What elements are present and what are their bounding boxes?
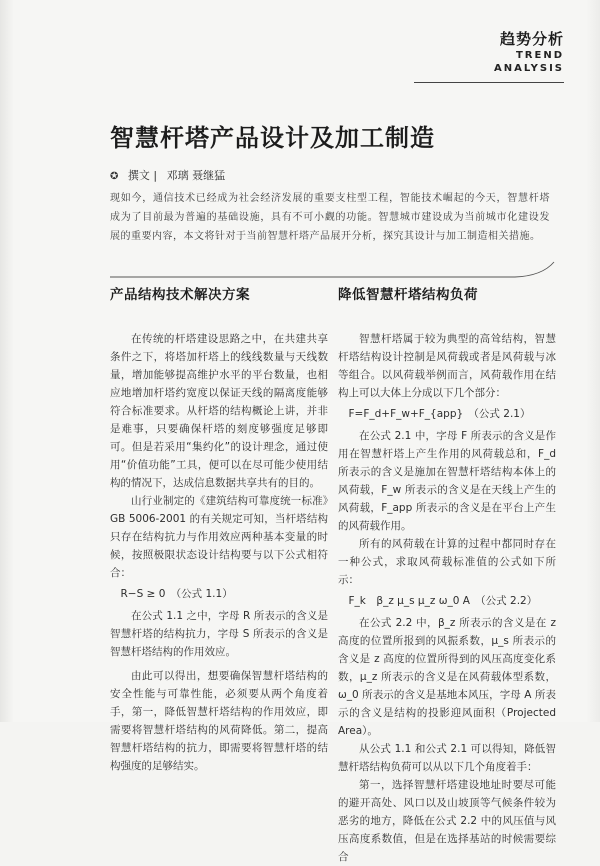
right-paragraph-6: 第一，选择智慧杆塔建设地址时要尽可能的避开高处、风口以及山坡顶等气候条件较为恶劣的地方，降低在公式 2.2 中的风压值与风压高度系数值，但是在选择基站的时候需要综合 — [338, 779, 556, 863]
byline — [110, 167, 225, 183]
left-column — [110, 286, 328, 775]
section-title-cn: 趋势分析 — [499, 30, 564, 48]
right-column-heading: 降低智慧杆塔结构负荷 — [338, 287, 478, 303]
right-paragraph-5: 从公式 1.1 和公式 2.1 可以得知，降低智慧杆塔结构负荷可以从以下几个角度着手： — [338, 743, 556, 773]
byline-bullet-icon: ✪ — [110, 171, 119, 182]
left-paragraph-2: 山行业制定的《建筑结构可靠度统一标准》GB 5006-2001 的有关规定可知，当杆塔结构只存在结构抗力与作用效应两种基本变量的时候，按照极限状态设计结构要与以下公式相符合： — [110, 495, 328, 579]
section-title-en-1: TREND — [515, 50, 564, 61]
left-paragraph-4: 由此可以得出，想要确保智慧杆塔结构的安全性能与可靠性能，必须要从两个角度着手，第一，降低智慧杆塔结构的作用效应，即需要将智慧杆塔结构的风荷降低。第二，提高智慧杆塔结构的抗力，即需要将智慧杆塔的结构强度的足够结实。 — [110, 670, 328, 772]
section-tag-rule — [414, 82, 564, 83]
right-paragraph-2: 在公式 2.1 中，字母 F 所表示的含义是作用在智慧杆塔上产生作用的风荷载总和，F_d 所表示的含义是施加在智慧杆塔结构本体上的风荷载，F_w 所表示的含义是在天线上产生的风荷载，F_app 所表示的含义是在平台上产生的风荷载作用。 — [338, 430, 556, 532]
right-column — [338, 286, 556, 866]
right-paragraph-3: 所有的风荷载在计算的过程中都同时存在一种公式，求取风荷载标准值的公式如下所示： — [338, 538, 556, 586]
abstract-divider-swoosh — [110, 260, 555, 282]
article-title: 智慧杆塔产品设计及加工制造 — [110, 124, 435, 152]
right-formula-2-2: F_k β_z μ_s μ_z ω_0 A （公式 2.2） — [348, 595, 538, 607]
byline-label: 撰文 — [127, 169, 150, 182]
article-abstract: 现如今，通信技术已经成为社会经济发展的重要支柱型工程，智能技术崛起的今天，智慧杆塔成为了目前最为普遍的基础设施，具有不可小觑的功能。智慧城市建设成为当前城市化建设发展的重要内容，本文将针对于当前智慧杆塔产品展开分析，探究其设计与加工制造相关措施。 — [110, 193, 550, 242]
left-paragraph-3: 在公式 1.1 之中，字母 R 所表示的含义是智慧杆塔的结构抗力，字母 S 所表示的含义是智慧杆塔结构的作用效应。 — [110, 610, 328, 658]
right-paragraph-4: 在公式 2.2 中，β_z 所表示的含义是在 z 高度的位置所报到的风振系数，μ_s 所表示的含义是 z 高度的位置所得到的风压高度变化系数，μ_z 所表示的含义是在风荷载体型系数，ω_0 所表示的含义是基地本风压，字母 A 所表示的含义是结构的投影迎风面积（Projected Area）。 — [338, 617, 556, 737]
left-formula-1-1: R−S ≥ 0 （公式 1.1） — [120, 588, 233, 600]
section-tag — [494, 28, 564, 75]
section-title-en-2: ANALYSIS — [493, 63, 564, 74]
right-paragraph-1: 智慧杆塔属于较为典型的高耸结构，智慧杆塔结构设计控制是风荷载或者是风荷载与冰等组合。以风荷载举例而言，风荷载作用在结构上可以大体上分成以下几个部分： — [338, 333, 556, 399]
byline-separator: | — [153, 169, 161, 182]
left-column-heading: 产品结构技术解决方案 — [110, 287, 250, 303]
byline-authors: 邓璃 聂继猛 — [166, 169, 226, 182]
right-formula-2-1: F=F_d+F_w+F_{app} （公式 2.1） — [348, 408, 531, 420]
left-paragraph-1: 在传统的杆塔建设思路之中，在共建共享条件之下，将塔加杆塔上的线线数量与天线数量，增加能够提高维护水平的平台数量，也相应地增加杆塔约宽度以保证天线的隔离度能够符合标准要求。从杆塔的结构概论上讲，并非是难事，只要确保杆塔的刻度够强度足够即可。但是若采用“集约化”的设计理念，通过使用“价值功能”工具，便可以在尽可能少使用结构的情况下，达成信息数据共享共有的目的。 — [110, 333, 328, 489]
